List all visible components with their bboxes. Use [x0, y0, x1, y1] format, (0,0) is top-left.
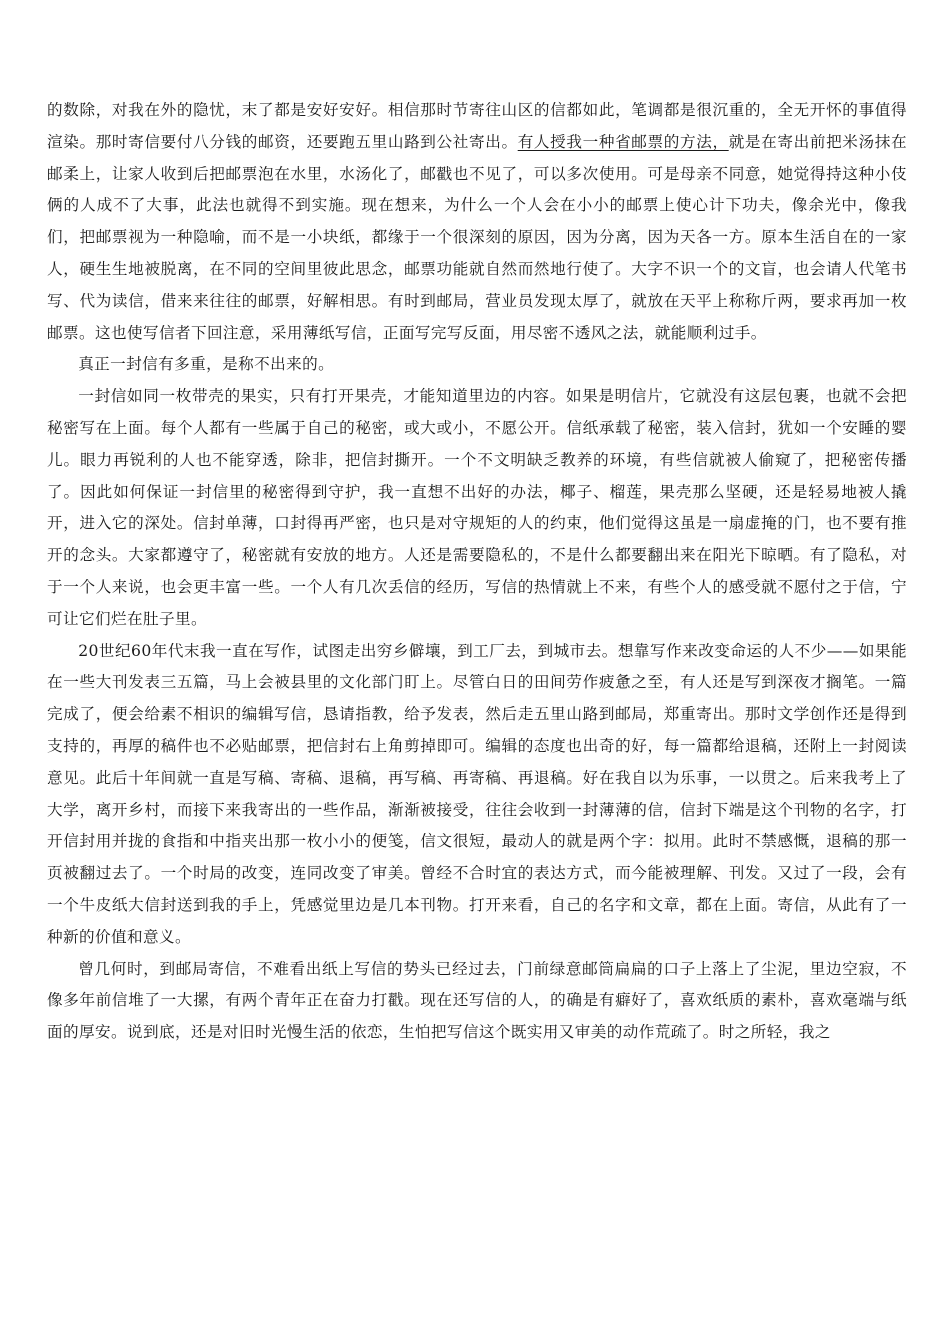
article-body — [47, 95, 907, 1049]
paragraph-2: 真正一封信有多重，是称不出来的。 — [78, 355, 335, 374]
paragraph-5: 曾几何时，到邮局寄信，不难看出纸上写信的势头已经过去，门前绿意邮筒扁扁的口子上落上了尘泥，里边空寂，不像多年前信堆了一大摞，有两个青年正在奋力打戳。现在还写信的人，的确是有癖好了，喜欢纸质的素朴，喜欢毫端与纸面的厚安。说到底，还是对旧时光慢生活的依恋，生怕把写信这个既实用又审美的动作荒疏了。时之所轻，我之 — [47, 959, 907, 1042]
paragraph-1-text-after: 就是在寄出前把米汤抹在邮柔上，让家人收到后把邮票泡在水里，水汤化了，邮戳也不见了，可以多次使用。可是母亲不同意，她觉得持这种小伎俩的人成不了大事，此法也就得不到实施。现在想来，为什么一个人会在小小的邮票上使心计下功夫，像余光中，像我们，把邮票视为一种隐喻，而不是一小块纸，都缘于一个很深刻的原因，因为分离，因为天各一方。原本生活自在的一家人，硬生生地被脱离，在不同的空间里彼此思念，邮票功能就自然而然地行使了。大字不识一个的文盲，也会请人代笔书写、代为读信，借来来往往的邮票，好解相思。有时到邮局，营业员发现太厚了，就放在天平上称称斤两，要求再加一枚邮票。这也使写信者下回注意，采用薄纸写信，正面写完写反面，用尽密不透风之法，就能顺利过手。 — [47, 132, 907, 342]
paragraph-3: 一封信如同一枚带壳的果实，只有打开果壳，才能知道里边的内容。如果是明信片，它就没有这层包裹，也就不会把秘密写在上面。每个人都有一些属于自己的秘密，或大或小，不愿公开。信纸承载了秘密，装入信封，犹如一个安睡的婴儿。眼力再锐利的人也不能穿透，除非，把信封撕开。一个不文明缺乏教养的环境，有些信就被人偷窥了，把秘密传播了。因此如何保证一封信里的秘密得到守护，我一直想不出好的办法，椰子、榴莲，果壳那么坚硬，还是轻易地被人撬开，进入它的深处。信封单薄，口封得再严密，也只是对守规矩的人的约束，他们觉得这虽是一扇虚掩的门，也不要有推开的念头。大家都遵守了，秘密就有安放的地方。人还是需要隐私的，不是什么都要翻出来在阳光下晾晒。有了隐私，对于一个人来说，也会更丰富一些。一个人有几次丢信的经历，写信的热情就上不来，有些个人的感受就不愿付之于信，宁可让它们烂在肚子里。 — [47, 387, 907, 628]
paragraph-1 — [47, 95, 907, 349]
underlined-sentence: 有人授我一种省邮票的方法， — [517, 132, 729, 151]
paragraph-1-text-before: 的数除，对我在外的隐忧，末了都是安好安好。相信那时节寄往山区的信都如此，笔调都是很沉重的，全无开怀的事值得渲染。那时寄信要付八分钱的邮资，还要跑五里山路到公社寄出。 — [47, 101, 907, 151]
paragraph-4: 20世纪60年代末我一直在写作，试图走出穷乡僻壤，到工厂去，到城市去。想靠写作来改变命运的人不少——如果能在一些大刊发表三五篇，马上会被县里的文化部门盯上。尽管白日的田间劳作疲惫之至，有人还是写到深夜才搁笔。一篇完成了，便会给素不相识的编辑写信，恳请指教，给予发表，然后走五里山路到邮局，郑重寄出。那时文学创作还是得到支持的，再厚的稿件也不必贴邮票，把信封右上角剪掉即可。编辑的态度也出奇的好，每一篇都给退稿，还附上一封阅读意见。此后十年间就一直是写稿、寄稿、退稿，再写稿、再寄稿、再退稿。好在我自以为乐事，一以贯之。后来我考上了大学，离开乡村，而接下来我寄出的一些作品，渐渐被接受，往往会收到一封薄薄的信，信封下端是这个刊物的名字，打开信封用并拢的食指和中指夹出那一枚小小的便笺，信文很短，最动人的就是两个字：拟用。此时不禁感慨，退稿的那一页被翻过去了。一个时局的改变，连同改变了审美。曾经不合时宜的表达方式，而今能被理解、刊发。又过了一段，会有一个牛皮纸大信封送到我的手上，凭感觉里边是几本刊物。打开来看，自己的名字和文章，都在上面。寄信，从此有了一种新的价值和意义。 — [47, 641, 907, 946]
